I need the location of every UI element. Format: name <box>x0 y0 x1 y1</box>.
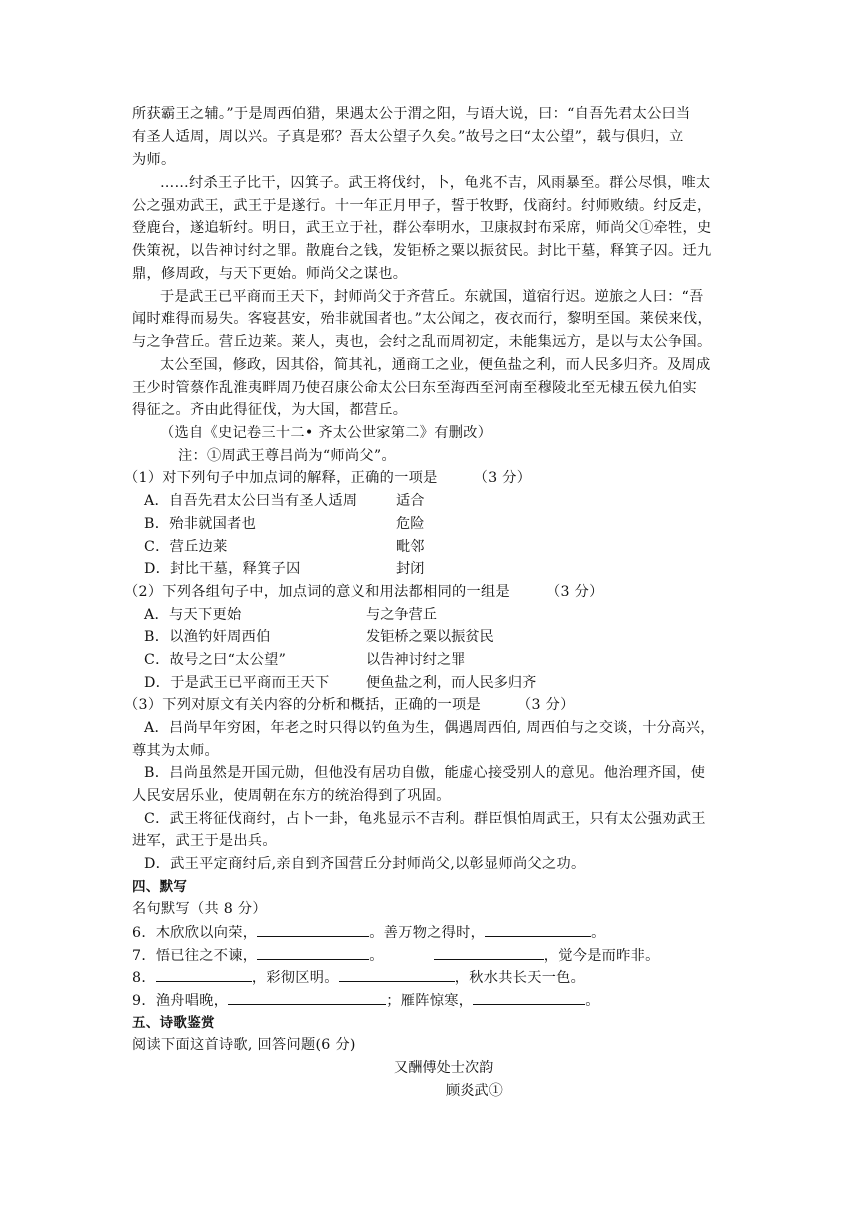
answer-blank[interactable] <box>339 966 455 982</box>
passage-line: ……纣杀王子比干，囚箕子。武王将伐纣，卜，龟兆不吉，风雨暴至。群公尽惧，唯太 <box>160 175 711 191</box>
q3-option-c-cont: 进军，武王于是出兵。 <box>132 833 277 849</box>
poem-author: 顾炎武① <box>446 1083 503 1099</box>
section-5-subtitle: 阅读下面这首诗歌, 回答问题(6 分) <box>132 1037 356 1053</box>
answer-blank[interactable] <box>228 989 386 1005</box>
q3-option-a: A．吕尚早年穷困，年老之时只得以钓鱼为生，偶遇周西伯, 周西伯与之交谈，十分高兴， <box>144 720 715 736</box>
question-2-stem: （2）下列各组句子中，加点词的意义和用法都相同的一组是 （3 分） <box>124 584 604 600</box>
question-8: 8． ，彩彻区明。 ，秋水共长天一色。 <box>132 966 732 990</box>
question-7: 7．悟已往之不谏， 。 ，觉今是而昨非。 <box>132 944 732 968</box>
q2-option-c: C．故号之曰“太公望” <box>144 652 287 668</box>
question-score: （3 分） <box>546 584 604 600</box>
q1-option-b: B．殆非就国者也 <box>144 516 257 532</box>
passage-line: 有圣人适周，周以兴。子真是邪？吾太公望子久矣。”故号之曰“太公望”，载与俱归，立 <box>132 129 684 145</box>
q1-option-a-answer: 适合 <box>396 493 425 509</box>
passage-line: 得征之。齐由此得征伐，为大国，都营丘。 <box>132 402 408 418</box>
q2-option-b-pair: 发钜桥之粟以振贫民 <box>366 629 494 645</box>
q3-option-b-cont: 人民安居乐业，使周朝在东方的统治得到了巩固。 <box>132 788 451 804</box>
passage-note: 注：①周武王尊吕尚为“师尚父”。 <box>178 448 396 464</box>
passage-line: 为师。 <box>132 152 176 168</box>
q1-option-d: D．封比干墓，释箕子囚 <box>144 561 301 577</box>
passage-line: 闻时难得而易失。客寝甚安，殆非就国者也。”太公闻之，夜衣而行，黎明至国。莱侯来伐， <box>132 311 712 327</box>
answer-blank[interactable] <box>473 989 585 1005</box>
q2-option-c-pair: 以告神讨纣之罪 <box>366 652 466 668</box>
answer-blank[interactable] <box>434 944 544 960</box>
passage-line: 公之强劝武王，武王于是遂行。十一年正月甲子，誓于牧野，伐商纣。纣师败绩。纣反走， <box>132 198 712 214</box>
q2-option-a: A．与天下更始 <box>144 607 242 623</box>
passage-line: 王少时管蔡作乱淮夷畔周乃使召康公命太公曰东至海西至河南至穆陵北至无棣五侯九伯实 <box>132 380 698 396</box>
passage-line: 与之争营丘。营丘边莱。莱人，夷也，会纣之乱而周初定，未能集远方，是以与太公争国。 <box>132 334 712 350</box>
poem-title: 又酬傅处士次韵 <box>394 1060 494 1076</box>
question-score: （3 分） <box>517 697 575 713</box>
q1-option-a: A．自吾先君太公曰当有圣人适周 <box>144 493 358 509</box>
question-score: （3 分） <box>473 470 532 486</box>
q2-option-d: D．于是武王已平商而王天下 <box>144 675 330 691</box>
answer-blank[interactable] <box>485 921 591 937</box>
answer-blank[interactable] <box>257 921 369 937</box>
q1-option-c-answer: 毗邻 <box>396 539 425 555</box>
q3-option-b: B．吕尚虽然是开国元勋，但他没有居功自傲，能虚心接受别人的意见。他治理齐国，使 <box>144 765 706 781</box>
q2-option-d-pair: 便鱼盐之利，而人民多归齐 <box>366 675 537 691</box>
q1-option-c: C．营丘边莱 <box>144 539 228 555</box>
section-4-title: 四、默写 <box>132 879 188 895</box>
answer-blank[interactable] <box>257 944 369 960</box>
q3-option-c: C．武王将征伐商纣，占卜一卦，龟兆显示不吉利。群臣惧怕周武王，只有太公强劝武王 <box>144 811 706 827</box>
passage-line: 所获霸王之辅。”于是周西伯猎，果遇太公于渭之阳，与语大说，曰：“自吾先君太公曰当 <box>132 106 691 122</box>
q2-option-a-pair: 与之争营丘 <box>366 607 437 623</box>
q1-option-d-answer: 封闭 <box>396 561 425 577</box>
passage-line: 鼎，修周政，与天下更始。师尚父之谋也。 <box>132 266 408 282</box>
answer-blank[interactable] <box>156 966 252 982</box>
question-3-stem: （3）下列对原文有关内容的分析和概括，正确的一项是 （3 分） <box>124 697 575 713</box>
section-5-title: 五、诗歌鉴赏 <box>132 1015 215 1031</box>
section-4-subtitle: 名句默写（共 8 分） <box>132 901 267 917</box>
question-9: 9．渔舟唱晚， ；雁阵惊寒， 。 <box>132 989 732 1013</box>
question-6: 6．木欣欣以向荣， 。善万物之得时， 。 <box>132 921 732 945</box>
q1-option-b-answer: 危险 <box>396 516 425 532</box>
q3-option-d: D．武王平定商纣后,亲自到齐国营丘分封师尚父,以彰显师尚父之功。 <box>144 856 586 872</box>
q3-option-a-cont: 尊其为太师。 <box>132 743 219 759</box>
passage-line: 太公至国，修政，因其俗，简其礼，通商工之业，便鱼盐之利，而人民多归齐。及周成 <box>160 357 711 373</box>
passage-line: 佚策祝，以告神讨纣之罪。散鹿台之钱，发钜桥之粟以振贫民。封比干墓，释箕子囚。迁九 <box>132 243 712 259</box>
q2-option-b: B．以渔钓奸周西伯 <box>144 629 271 645</box>
passage-line: 于是武王已平商而王天下，封师尚父于齐营丘。东就国，道宿行迟。逆旅之人曰：“吾 <box>160 289 704 305</box>
question-1-stem: （1）对下列句子中加点词的解释，正确的一项是 （3 分） <box>124 470 532 486</box>
passage-source: （选自《史记卷三十二• 齐太公世家第二》有删改） <box>160 425 493 441</box>
passage-line: 登鹿台，遂追斩纣。明日，武王立于社，群公奉明水，卫康叔封布采席，师尚父①牵牲，史 <box>132 220 712 236</box>
